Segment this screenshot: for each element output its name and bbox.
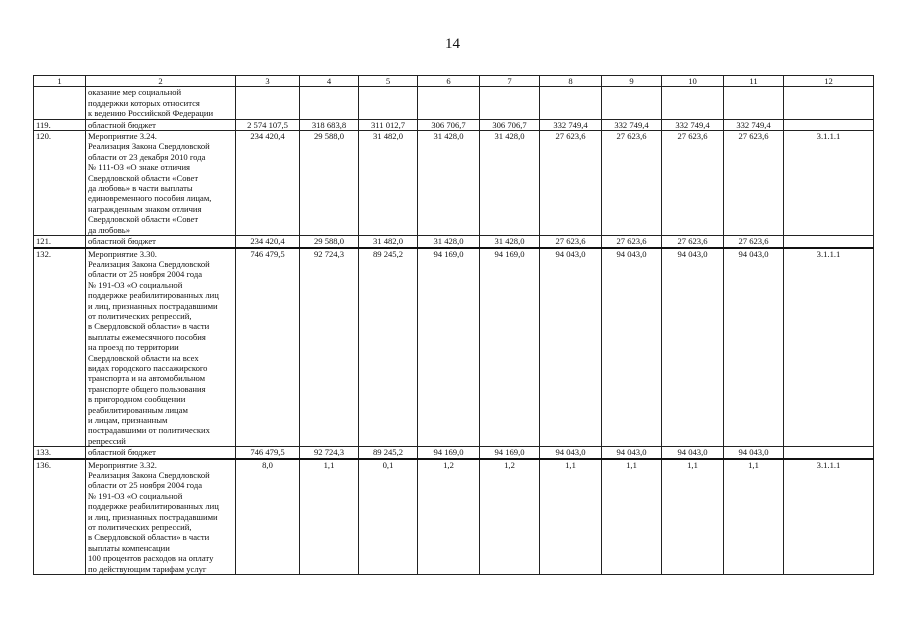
- table-row: [34, 87, 874, 119]
- value-cell: 746 479,5: [236, 447, 300, 459]
- column-header: 5: [359, 76, 418, 87]
- value-cell: 318 683,8: [300, 119, 359, 130]
- value-cell: 2 574 107,5: [236, 119, 300, 130]
- value-cell: 31 482,0: [359, 131, 418, 236]
- value-cell: [662, 87, 724, 119]
- value-cell: 1,1: [662, 459, 724, 575]
- row-number: 136.: [34, 459, 86, 575]
- description-line: поддержке реабилитированных лиц: [88, 501, 219, 512]
- description-line: № 191-ОЗ «О социальной: [88, 279, 183, 290]
- value-cell: 27 623,6: [662, 131, 724, 236]
- value-cell: 94 169,0: [480, 248, 540, 447]
- column-header: 6: [418, 76, 480, 87]
- table-row: [34, 459, 874, 575]
- value-cell: 94 043,0: [662, 447, 724, 459]
- description-line: оказание мер социальной: [88, 87, 182, 98]
- value-cell: [418, 87, 480, 119]
- page-number: 14: [445, 36, 460, 52]
- column-header: 2: [86, 76, 236, 87]
- value-cell: 27 623,6: [724, 236, 784, 248]
- column-header: 4: [300, 76, 359, 87]
- description-line: Свердловской области «Совет: [88, 214, 199, 225]
- value-cell: 94 169,0: [418, 447, 480, 459]
- value-cell: 27 623,6: [602, 131, 662, 236]
- description-line: репрессий: [88, 435, 126, 446]
- description-line: поддержке реабилитированных лиц: [88, 290, 219, 301]
- description-line: в Свердловской области» в части: [88, 321, 210, 332]
- value-cell: 94 043,0: [724, 248, 784, 447]
- value-cell: 27 623,6: [724, 131, 784, 236]
- description-line: и лиц, признанных пострадавшими: [88, 300, 218, 311]
- value-cell: 311 012,7: [359, 119, 418, 130]
- value-cell: 1,1: [540, 459, 602, 575]
- description-line: к ведению Российской Федерации: [88, 108, 214, 119]
- value-cell: 332 749,4: [540, 119, 602, 130]
- row-number: [34, 87, 86, 119]
- value-cell: 31 428,0: [418, 131, 480, 236]
- target-code: 3.1.1.1: [784, 248, 874, 447]
- value-cell: 0,1: [359, 459, 418, 575]
- description-line: в пригородном сообщении: [88, 394, 186, 405]
- row-description: [86, 236, 236, 248]
- value-cell: 94 043,0: [540, 248, 602, 447]
- column-header: 11: [724, 76, 784, 87]
- value-cell: [300, 87, 359, 119]
- value-cell: 29 588,0: [300, 131, 359, 236]
- value-cell: 27 623,6: [540, 236, 602, 248]
- value-cell: 94 043,0: [540, 447, 602, 459]
- column-header: 10: [662, 76, 724, 87]
- description-line: Реализация Закона Свердловской: [88, 258, 210, 269]
- value-cell: 94 043,0: [602, 248, 662, 447]
- value-cell: 306 706,7: [480, 119, 540, 130]
- target-code: [784, 87, 874, 119]
- description-line: Мероприятие 3.32.: [88, 459, 157, 470]
- value-cell: 1,1: [300, 459, 359, 575]
- value-cell: [724, 87, 784, 119]
- column-header: 1: [34, 76, 86, 87]
- table-row: [34, 131, 874, 236]
- column-header: 3: [236, 76, 300, 87]
- value-cell: 8,0: [236, 459, 300, 575]
- value-cell: [602, 87, 662, 119]
- value-cell: 332 749,4: [724, 119, 784, 130]
- value-cell: 92 724,3: [300, 447, 359, 459]
- description-line: областной бюджет: [88, 236, 156, 247]
- value-cell: 92 724,3: [300, 248, 359, 447]
- description-line: Свердловской области «Совет: [88, 172, 199, 183]
- description-line: Мероприятие 3.30.: [88, 248, 157, 259]
- target-code: [784, 236, 874, 248]
- description-line: в Свердловской области» в части: [88, 532, 210, 543]
- value-cell: 234 420,4: [236, 236, 300, 248]
- row-description: [86, 131, 236, 236]
- description-line: области от 25 ноября 2004 года: [88, 269, 203, 280]
- description-line: 100 процентов расходов на оплату: [88, 553, 214, 564]
- value-cell: 1,1: [602, 459, 662, 575]
- value-cell: 94 169,0: [418, 248, 480, 447]
- column-header: 8: [540, 76, 602, 87]
- column-header: 7: [480, 76, 540, 87]
- value-cell: [480, 87, 540, 119]
- table-row: [34, 248, 874, 447]
- value-cell: 27 623,6: [662, 236, 724, 248]
- description-line: единовременного пособия лицам,: [88, 193, 212, 204]
- table-row: [34, 119, 874, 130]
- value-cell: [236, 87, 300, 119]
- table-row: [34, 236, 874, 248]
- value-cell: [359, 87, 418, 119]
- value-cell: 94 169,0: [480, 447, 540, 459]
- description-line: областной бюджет: [88, 447, 156, 458]
- value-cell: 1,1: [724, 459, 784, 575]
- description-line: да любовь»: [88, 224, 130, 235]
- value-cell: 31 428,0: [480, 236, 540, 248]
- value-cell: 31 428,0: [480, 131, 540, 236]
- value-cell: 746 479,5: [236, 248, 300, 447]
- description-line: по действующим тарифам услуг: [88, 563, 207, 574]
- value-cell: 1,2: [480, 459, 540, 575]
- description-line: Свердловской области на всех: [88, 352, 199, 363]
- value-cell: 89 245,2: [359, 447, 418, 459]
- row-description: [86, 87, 236, 119]
- row-number: 120.: [34, 131, 86, 236]
- value-cell: 94 043,0: [602, 447, 662, 459]
- description-line: транспорта и на автомобильном: [88, 373, 206, 384]
- budget-table: [33, 75, 874, 575]
- table-header-row: [34, 76, 874, 87]
- description-line: Реализация Закона Свердловской: [88, 141, 210, 152]
- description-line: и лиц, признанных пострадавшими: [88, 511, 218, 522]
- description-line: награжденным знаком отличия: [88, 203, 202, 214]
- column-header: 9: [602, 76, 662, 87]
- value-cell: 94 043,0: [724, 447, 784, 459]
- description-line: Реализация Закона Свердловской: [88, 470, 210, 481]
- value-cell: 1,2: [418, 459, 480, 575]
- value-cell: 332 749,4: [602, 119, 662, 130]
- table-row: [34, 447, 874, 459]
- description-line: Мероприятие 3.24.: [88, 131, 157, 142]
- description-line: выплаты ежемесячного пособия: [88, 331, 206, 342]
- description-line: № 191-ОЗ «О социальной: [88, 490, 183, 501]
- description-line: области от 23 декабря 2010 года: [88, 151, 206, 162]
- value-cell: 27 623,6: [540, 131, 602, 236]
- value-cell: 89 245,2: [359, 248, 418, 447]
- value-cell: 94 043,0: [662, 248, 724, 447]
- description-line: видах городского пассажирского: [88, 362, 208, 373]
- column-header: 12: [784, 76, 874, 87]
- description-line: поддержки которых относится: [88, 97, 200, 108]
- value-cell: 29 588,0: [300, 236, 359, 248]
- description-line: да любовь» в части выплаты: [88, 183, 193, 194]
- description-line: № 111-ОЗ «О знаке отличия: [88, 162, 190, 173]
- value-cell: 332 749,4: [662, 119, 724, 130]
- description-line: транспорте общего пользования: [88, 383, 206, 394]
- target-code: 3.1.1.1: [784, 459, 874, 575]
- row-number: 133.: [34, 447, 86, 459]
- row-number: 121.: [34, 236, 86, 248]
- description-line: областной бюджет: [88, 119, 156, 130]
- description-line: области от 25 ноября 2004 года: [88, 480, 203, 491]
- value-cell: 31 482,0: [359, 236, 418, 248]
- description-line: пострадавшими от политических: [88, 425, 210, 436]
- target-code: [784, 119, 874, 130]
- value-cell: [540, 87, 602, 119]
- description-line: выплаты компенсации: [88, 542, 170, 553]
- value-cell: 27 623,6: [602, 236, 662, 248]
- row-description: [86, 248, 236, 447]
- row-number: 132.: [34, 248, 86, 447]
- row-description: [86, 447, 236, 459]
- row-description: [86, 459, 236, 575]
- target-code: [784, 447, 874, 459]
- row-number: 119.: [34, 119, 86, 130]
- description-line: на проезд по территории: [88, 342, 179, 353]
- row-description: [86, 119, 236, 130]
- description-line: и лицам, признанным: [88, 415, 168, 425]
- description-line: от политических репрессий,: [88, 522, 192, 533]
- target-code: 3.1.1.1: [784, 131, 874, 236]
- value-cell: 234 420,4: [236, 131, 300, 236]
- description-line: от политических репрессий,: [88, 310, 192, 321]
- description-line: реабилитированным лицам: [88, 404, 188, 415]
- value-cell: 306 706,7: [418, 119, 480, 130]
- table-body: [34, 87, 874, 575]
- value-cell: 31 428,0: [418, 236, 480, 248]
